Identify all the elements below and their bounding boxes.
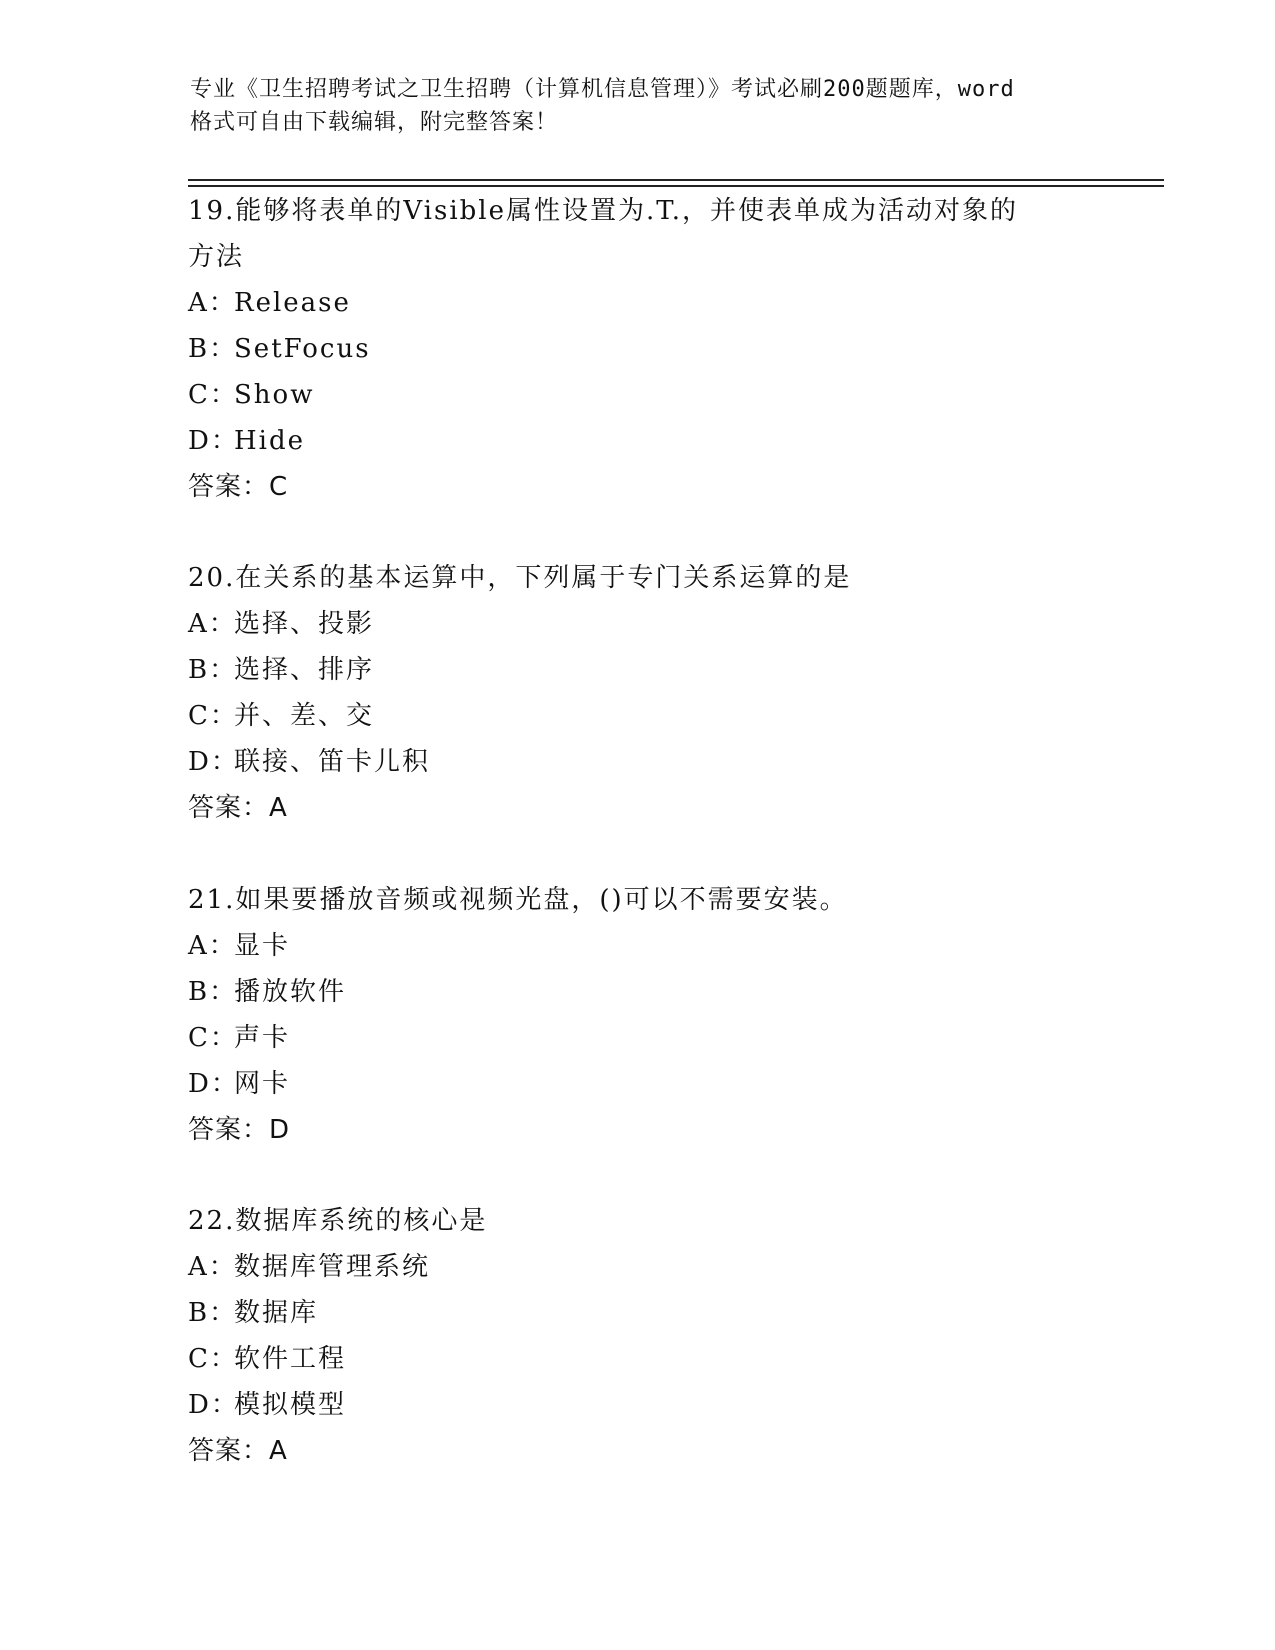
option-letter: C： — [188, 1023, 238, 1053]
option-text: Show — [234, 380, 315, 410]
option-text: 播放软件 — [234, 977, 347, 1007]
question-stem: 21.如果要播放音频或视频光盘，()可以不需要安装。 — [188, 885, 848, 915]
option-letter: A： — [188, 609, 237, 639]
option-c — [188, 372, 1088, 418]
option-b — [188, 647, 1088, 693]
option-text: 选择、排序 — [234, 655, 375, 685]
option-text: 并、差、交 — [234, 701, 375, 731]
option-letter: C： — [188, 701, 238, 731]
header-line-2: 格式可自由下载编辑，附完整答案！ — [190, 110, 559, 135]
option-letter: D： — [188, 426, 239, 456]
option-letter: B： — [188, 655, 238, 685]
option-letter: A： — [188, 931, 237, 961]
option-d — [188, 739, 1088, 785]
option-letter: B： — [188, 977, 238, 1007]
answer-line: 答案：C — [188, 472, 289, 502]
option-b — [188, 326, 1088, 372]
document-header — [190, 73, 1090, 139]
option-text: 联接、笛卡儿积 — [234, 747, 431, 777]
option-letter: A： — [188, 1252, 237, 1282]
header-divider-bottom — [188, 185, 1164, 187]
question-stem: 20.在关系的基本运算中，下列属于专门关系运算的是 — [188, 563, 852, 593]
option-text: 声卡 — [234, 1023, 291, 1053]
answer-line: 答案：A — [188, 1436, 288, 1466]
option-text: 数据库管理系统 — [234, 1252, 431, 1282]
header-line-1: 专业《卫生招聘考试之卫生招聘（计算机信息管理）》考试必刷200题题库，word — [190, 77, 1015, 102]
option-text: SetFocus — [234, 334, 371, 364]
option-letter: A： — [188, 288, 237, 318]
option-c — [188, 1336, 1088, 1382]
option-d — [188, 1061, 1088, 1107]
option-text: 显卡 — [234, 931, 291, 961]
question-22 — [188, 1198, 1088, 1474]
question-20 — [188, 555, 1088, 831]
option-letter: C： — [188, 1344, 238, 1374]
answer-line: 答案：D — [188, 1115, 291, 1145]
option-letter: B： — [188, 334, 238, 364]
option-text: Release — [234, 288, 351, 318]
option-a — [188, 601, 1088, 647]
option-letter: D： — [188, 1069, 239, 1099]
option-text: 数据库 — [234, 1298, 319, 1328]
option-letter: C： — [188, 380, 238, 410]
option-letter: D： — [188, 747, 239, 777]
question-stem: 19.能够将表单的Visible属性设置为.T.，并使表单成为活动对象的 — [188, 196, 1019, 226]
option-a — [188, 1244, 1088, 1290]
option-text: 软件工程 — [234, 1344, 347, 1374]
question-19 — [188, 188, 1088, 510]
option-c — [188, 1015, 1088, 1061]
option-text: 模拟模型 — [234, 1390, 347, 1420]
option-b — [188, 1290, 1088, 1336]
question-21 — [188, 877, 1088, 1153]
option-letter: D： — [188, 1390, 239, 1420]
answer-line: 答案：A — [188, 793, 288, 823]
option-text: 网卡 — [234, 1069, 291, 1099]
option-c — [188, 693, 1088, 739]
option-letter: B： — [188, 1298, 238, 1328]
option-d — [188, 418, 1088, 464]
option-a — [188, 280, 1088, 326]
option-a — [188, 923, 1088, 969]
option-b — [188, 969, 1088, 1015]
question-stem: 22.数据库系统的核心是 — [188, 1206, 488, 1236]
question-stem-continued: 方法 — [188, 242, 245, 272]
header-divider-top — [188, 179, 1164, 181]
option-text: 选择、投影 — [234, 609, 375, 639]
option-d — [188, 1382, 1088, 1428]
option-text: Hide — [234, 426, 306, 456]
